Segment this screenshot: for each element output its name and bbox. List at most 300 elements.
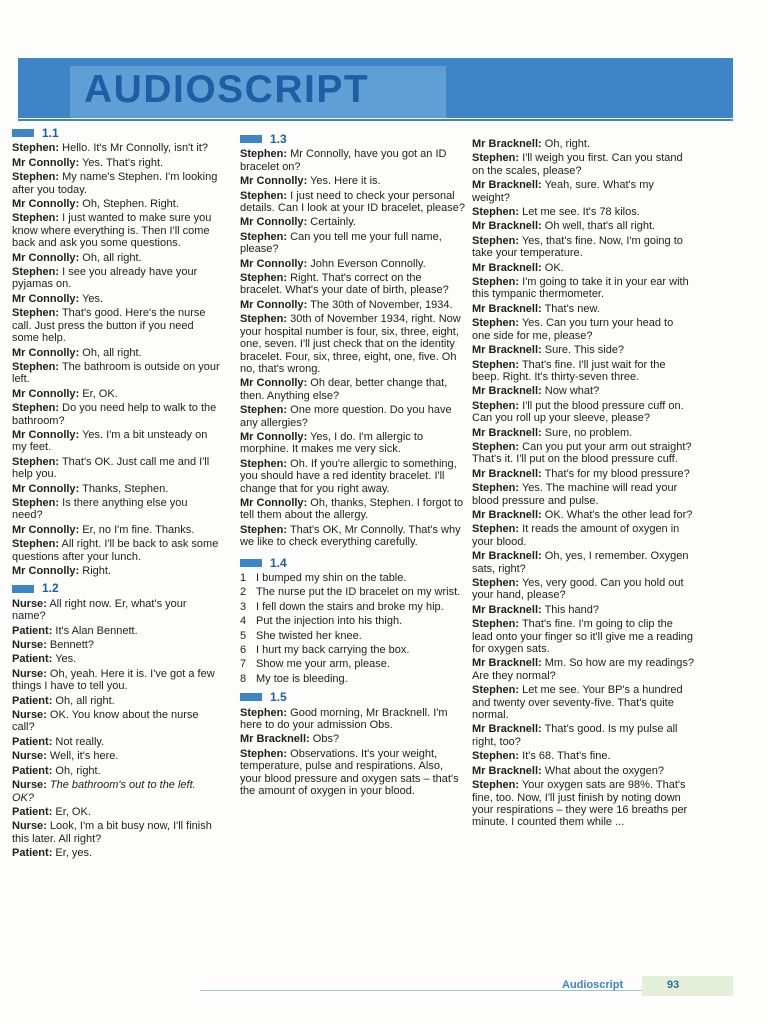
- speaker-name: Mr Connolly :: [240, 431, 307, 443]
- dialogue-text: The 30th of November, 1934.: [310, 298, 453, 311]
- dialogue-text: Right.: [82, 565, 112, 577]
- dialogue-text: Oh, yes, I remember. Oxygen sats, right?: [472, 550, 689, 575]
- speaker-name: Patient :: [12, 653, 52, 665]
- header-rule: [18, 119, 733, 121]
- item-number: 7: [240, 658, 247, 671]
- dialogue-line: [12, 625, 220, 637]
- speaker-name: Mr Bracknell :: [472, 427, 542, 439]
- speaker-name: Mr Connolly :: [12, 524, 79, 536]
- speaker-name: Stephen :: [240, 148, 287, 160]
- speaker-name: Nurse :: [12, 820, 47, 832]
- dialogue-text: That's new.: [544, 302, 600, 315]
- dialogue-text: Right. That's correct on the bracelet. What's your date of birth, please?: [240, 272, 449, 297]
- dialogue-line: [240, 707, 466, 732]
- page-number: 93: [667, 979, 680, 991]
- speaker-name: Stephen :: [472, 577, 519, 589]
- speaker-name: Nurse :: [12, 598, 47, 610]
- dialogue-text: Not really.: [55, 735, 105, 748]
- section-number: 1.2: [42, 581, 59, 596]
- speaker-name: Stephen :: [240, 748, 287, 760]
- dialogue-line: [12, 252, 220, 264]
- speaker-name: Stephen :: [472, 317, 519, 329]
- speaker-name: Mr Bracknell :: [240, 733, 310, 745]
- dialogue-text: Er, OK.: [82, 387, 118, 400]
- speaker-name: Mr Bracknell :: [472, 344, 542, 356]
- dialogue-line: [472, 359, 694, 384]
- dialogue-line: [12, 779, 220, 804]
- dialogue-text: Let me see. Your BP's a hundred and twenty over seventy-five. That's quite normal.: [472, 684, 683, 722]
- dialogue-text: That's good. Here's the nurse call. Just press the button if you need some help.: [12, 307, 206, 345]
- dialogue-text: That's fine. I'll just wait for the beep. Right. It's thirty-seven three.: [472, 358, 666, 383]
- dialogue-line: [240, 313, 466, 375]
- section-heading-1-3: [240, 133, 466, 145]
- dialogue-text: Yes.: [82, 292, 104, 305]
- speaker-name: Stephen :: [240, 190, 287, 202]
- speaker-name: Patient :: [12, 625, 52, 637]
- speaker-name: Mr Connolly :: [12, 483, 79, 495]
- dialogue-text: Look, I'm a bit busy now, I'll finish this later. All right?: [12, 820, 212, 845]
- dialogue-line: [240, 175, 466, 187]
- dialogue-line: [12, 361, 220, 386]
- dialogue-line: [12, 266, 220, 291]
- item-number: 8: [240, 672, 247, 685]
- dialogue-line: [240, 231, 466, 256]
- list-item: [240, 615, 466, 627]
- dialogue-1-2: [12, 598, 220, 860]
- dialogue-line: [12, 639, 220, 651]
- speaker-name: Mr Connolly :: [12, 252, 79, 264]
- dialogue-text: My name's Stephen. I'm looking after you today.: [12, 171, 218, 196]
- dialogue-line: [12, 171, 220, 196]
- dialogue-text: Is there anything else you need?: [12, 496, 188, 522]
- dialogue-line: [240, 524, 466, 549]
- speaker-name: Stephen :: [472, 206, 519, 218]
- speaker-name: Stephen :: [12, 402, 59, 414]
- dialogue-line: [12, 483, 220, 495]
- dialogue-text: Oh, Stephen. Right.: [82, 198, 179, 211]
- speaker-name: Mr Bracknell :: [472, 303, 542, 315]
- item-text: I fell down the stairs and broke my hip.: [256, 600, 444, 613]
- dialogue-line: [12, 307, 220, 344]
- dialogue-text: Sure, no problem.: [544, 426, 633, 439]
- dialogue-text: That's fine. I'm going to clip the lead onto your finger so it'll give me a reading for oxygen sats.: [472, 618, 694, 656]
- dialogue-line: [472, 550, 694, 575]
- dialogue-text: Obs?: [312, 733, 340, 746]
- dialogue-line: [472, 657, 694, 682]
- dialogue-text: Yes. The machine will read your blood pressure and pulse.: [472, 482, 678, 507]
- dialogue-line: [12, 456, 220, 481]
- dialogue-text: Oh, all right.: [82, 346, 142, 359]
- dialogue-line: [472, 317, 694, 342]
- dialogue-line: [472, 523, 694, 548]
- dialogue-line: [240, 497, 466, 522]
- speaker-name: Stephen :: [240, 404, 287, 416]
- item-number: 6: [240, 644, 247, 657]
- speaker-name: Mr Connolly :: [12, 198, 79, 210]
- item-text: Put the injection into his thigh.: [256, 615, 403, 628]
- dialogue-1-5-continued: [472, 138, 694, 829]
- dialogue-line: [12, 497, 220, 522]
- header-banner: [18, 58, 733, 118]
- dialogue-text: Do you need help to walk to the bathroom?: [12, 402, 217, 427]
- dialogue-text: I'll put the blood pressure cuff on. Can you roll up your sleeve, please?: [472, 399, 684, 425]
- speaker-name: Mr Connolly :: [240, 175, 307, 187]
- dialogue-text: Er, yes.: [55, 847, 93, 860]
- section-marker: [12, 585, 34, 593]
- speaker-name: Mr Connolly :: [240, 377, 307, 389]
- dialogue-line: [12, 820, 220, 845]
- speaker-name: Patient :: [12, 806, 52, 818]
- dialogue-line: [472, 262, 694, 274]
- speaker-name: Nurse :: [12, 779, 47, 791]
- dialogue-text: OK. You know about the nurse call?: [12, 709, 199, 734]
- dialogue-line: [472, 618, 694, 655]
- section-heading-1-2: [12, 582, 220, 594]
- dialogue-text: OK.: [544, 261, 564, 274]
- dialogue-text: Can you put your arm out straight? That's it. I'll put on the blood pressure cuff.: [472, 440, 692, 466]
- dialogue-text: That's OK. Just call me and I'll help you.: [12, 455, 210, 481]
- dialogue-text: Yes.: [55, 653, 77, 666]
- dialogue-line: [472, 303, 694, 315]
- dialogue-1-1: [12, 142, 220, 577]
- dialogue-line: [472, 441, 694, 466]
- dialogue-line: [240, 258, 466, 270]
- dialogue-line: [472, 344, 694, 356]
- section-number: 1.5: [270, 690, 287, 705]
- dialogue-line: [472, 577, 694, 602]
- dialogue-text: The bathroom's out to the left. OK?: [12, 779, 196, 804]
- dialogue-text: Mr Connolly, have you got an ID bracelet on?: [240, 148, 447, 173]
- section-marker: [240, 135, 262, 143]
- section-marker: [12, 129, 34, 137]
- speaker-name: Mr Bracknell :: [472, 220, 542, 232]
- item-text: The nurse put the ID bracelet on my wrist.: [256, 586, 461, 599]
- dialogue-line: [12, 538, 220, 563]
- dialogue-line: [240, 190, 466, 215]
- dialogue-line: [12, 429, 220, 454]
- sentence-list-1-4: [240, 572, 466, 685]
- dialogue-line: [12, 142, 220, 154]
- speaker-name: Mr Bracknell :: [472, 385, 542, 397]
- speaker-name: Stephen :: [12, 497, 59, 509]
- speaker-name: Mr Connolly :: [12, 157, 79, 169]
- speaker-name: Stephen :: [472, 750, 519, 762]
- speaker-name: Patient :: [12, 736, 52, 748]
- dialogue-line: [472, 385, 694, 397]
- list-item: [240, 673, 466, 685]
- dialogue-line: [472, 152, 694, 177]
- section-number: 1.3: [270, 132, 287, 146]
- speaker-name: Nurse :: [12, 639, 47, 651]
- dialogue-text: I'll weigh you first. Can you stand on the scales, please?: [472, 152, 683, 177]
- dialogue-text: Bennett?: [49, 639, 94, 652]
- footer-label: Audioscript: [562, 979, 624, 991]
- item-number: 4: [240, 615, 247, 628]
- speaker-name: Mr Bracknell :: [472, 550, 542, 562]
- column-left: [12, 126, 220, 862]
- speaker-name: Mr Bracknell :: [472, 657, 542, 669]
- dialogue-text: Oh, right.: [55, 764, 101, 777]
- speaker-name: Stephen :: [472, 235, 519, 247]
- speaker-name: Stephen :: [472, 400, 519, 412]
- dialogue-text: I just need to check your personal details. Can I look at your ID bracelet, please?: [240, 189, 466, 215]
- dialogue-text: Well, it's here.: [49, 750, 119, 763]
- speaker-name: Stephen :: [12, 538, 59, 550]
- dialogue-line: [12, 736, 220, 748]
- list-item: [240, 644, 466, 656]
- item-text: Show me your arm, please.: [256, 658, 390, 671]
- dialogue-line: [472, 400, 694, 425]
- dialogue-line: [472, 206, 694, 218]
- dialogue-text: That's good. Is my pulse all right, too?: [472, 723, 678, 748]
- speaker-name: Mr Connolly :: [12, 565, 79, 577]
- dialogue-text: Your oxygen sats are 98%. That's fine, too. Now, I'll just finish by noting down your respirations – they were 16 breaths per minute. I counted them while ...: [472, 779, 688, 829]
- dialogue-line: [12, 653, 220, 665]
- speaker-name: Stephen :: [12, 307, 59, 319]
- dialogue-text: Good morning, Mr Bracknell. I'm here to do your admission Obs.: [240, 706, 448, 732]
- dialogue-text: Observations. It's your weight, temperature, pulse and respirations. Also, your blood pressure and oxygen sats – that's the amount of oxygen in your blood.: [240, 747, 459, 798]
- speaker-name: Mr Bracknell :: [472, 468, 542, 480]
- dialogue-text: 30th of November 1934, right. Now your hospital number is four, six, three, eight, one, seven. I'll just check that on the identity bracelet. Four, six, three, eight, one, five. Oh no, that's wrong.: [240, 313, 461, 375]
- dialogue-text: Oh, all right.: [55, 694, 115, 707]
- dialogue-line: [12, 695, 220, 707]
- speaker-name: Stephen :: [472, 523, 519, 535]
- dialogue-line: [12, 402, 220, 427]
- speaker-name: Stephen :: [472, 779, 519, 791]
- item-text: My toe is bleeding.: [256, 672, 348, 685]
- speaker-name: Mr Connolly :: [12, 347, 79, 359]
- dialogue-text: One more question. Do you have any allergies?: [240, 404, 452, 429]
- dialogue-text: Yeah, sure. What's my weight?: [472, 179, 654, 204]
- section-heading-1-1: [12, 127, 220, 139]
- dialogue-text: Certainly.: [310, 216, 356, 229]
- dialogue-text: I just wanted to make sure you know where everything is. Then I'll come back and ask you some questions.: [12, 212, 212, 250]
- speaker-name: Mr Connolly :: [240, 216, 307, 228]
- speaker-name: Stephen :: [12, 266, 59, 278]
- dialogue-text: Mm. So how are my readings? Are they normal?: [472, 657, 694, 682]
- speaker-name: Mr Bracknell :: [472, 604, 542, 616]
- dialogue-text: Oh, all right.: [82, 251, 142, 264]
- speaker-name: Stephen :: [12, 142, 59, 154]
- dialogue-line: [472, 276, 694, 301]
- item-text: She twisted her knee.: [256, 629, 362, 642]
- dialogue-line: [240, 458, 466, 495]
- dialogue-text: What about the oxygen?: [544, 764, 665, 777]
- dialogue-line: [472, 723, 694, 748]
- speaker-name: Patient :: [12, 695, 52, 707]
- section-marker: [240, 559, 262, 567]
- dialogue-line: [12, 347, 220, 359]
- dialogue-text: John Everson Connolly.: [310, 257, 426, 270]
- dialogue-line: [12, 157, 220, 169]
- list-item: [240, 658, 466, 670]
- dialogue-text: Yes, very good. Can you hold out your hand, please?: [472, 577, 684, 602]
- speaker-name: Mr Connolly :: [12, 293, 79, 305]
- dialogue-text: Oh, right.: [544, 138, 591, 150]
- speaker-name: Stephen :: [240, 272, 287, 284]
- dialogue-text: Yes. I'm a bit unsteady on my feet.: [12, 428, 208, 454]
- speaker-name: Nurse :: [12, 709, 47, 721]
- dialogue-line: [472, 235, 694, 260]
- speaker-name: Stephen :: [472, 684, 519, 696]
- dialogue-line: [12, 198, 220, 210]
- dialogue-text: It reads the amount of oxygen in your blood.: [472, 523, 680, 548]
- dialogue-text: That's for my blood pressure?: [544, 467, 690, 480]
- dialogue-line: [12, 847, 220, 859]
- column-right: [472, 138, 694, 831]
- section-heading-1-4: [240, 557, 466, 569]
- dialogue-text: Let me see. It's 78 kilos.: [522, 206, 640, 219]
- dialogue-line: [472, 509, 694, 521]
- dialogue-text: OK. What's the other lead for?: [544, 508, 693, 521]
- dialogue-text: Er, no I'm fine. Thanks.: [82, 523, 195, 536]
- dialogue-line: [240, 148, 466, 173]
- dialogue-line: [472, 750, 694, 762]
- dialogue-text: I see you already have your pyjamas on.: [12, 266, 198, 291]
- section-heading-1-5: [240, 691, 466, 703]
- dialogue-line: [240, 216, 466, 228]
- speaker-name: Stephen :: [12, 212, 59, 224]
- dialogue-line: [12, 598, 220, 623]
- speaker-name: Stephen :: [472, 152, 519, 164]
- footer-page-box: [642, 976, 733, 996]
- dialogue-line: [472, 604, 694, 616]
- speaker-name: Nurse :: [12, 750, 47, 762]
- dialogue-line: [472, 482, 694, 507]
- dialogue-1-5: [240, 707, 466, 798]
- dialogue-text: Sure. This side?: [544, 344, 625, 357]
- speaker-name: Mr Connolly :: [240, 258, 307, 270]
- speaker-name: Stephen :: [472, 482, 519, 494]
- item-number: 2: [240, 586, 247, 599]
- dialogue-text: Yes. That's right.: [82, 156, 164, 169]
- dialogue-text: Oh well, that's all right.: [544, 220, 656, 233]
- dialogue-text: Hello. It's Mr Connolly, isn't it?: [62, 142, 208, 155]
- speaker-name: Mr Connolly :: [12, 388, 79, 400]
- speaker-name: Mr Connolly :: [240, 497, 307, 509]
- dialogue-text: It's 68. That's fine.: [522, 750, 611, 763]
- speaker-name: Stephen :: [240, 458, 287, 470]
- dialogue-text: Thanks, Stephen.: [82, 482, 169, 495]
- speaker-name: Mr Bracknell :: [472, 179, 542, 191]
- dialogue-line: [12, 293, 220, 305]
- speaker-name: Mr Bracknell :: [472, 723, 542, 735]
- speaker-name: Patient :: [12, 765, 52, 777]
- item-number: 5: [240, 629, 247, 642]
- dialogue-line: [12, 668, 220, 693]
- section-marker: [240, 693, 262, 701]
- dialogue-text: Oh, yeah. Here it is. I've got a few things I have to tell you.: [12, 667, 215, 693]
- dialogue-line: [240, 733, 466, 745]
- dialogue-text: This hand?: [544, 603, 599, 616]
- speaker-name: Stephen :: [472, 276, 519, 288]
- list-item: [240, 586, 466, 598]
- dialogue-line: [472, 468, 694, 480]
- dialogue-line: [12, 765, 220, 777]
- dialogue-line: [472, 765, 694, 777]
- speaker-name: Mr Bracknell :: [472, 138, 542, 150]
- dialogue-line: [240, 404, 466, 429]
- speaker-name: Stephen :: [240, 707, 287, 719]
- speaker-name: Stephen :: [240, 231, 287, 243]
- dialogue-text: It's Alan Bennett.: [55, 624, 138, 637]
- dialogue-text: The bathroom is outside on your left.: [12, 360, 220, 386]
- dialogue-text: Yes, that's fine. Now, I'm going to take your temperature.: [472, 234, 683, 260]
- dialogue-text: Yes. Here it is.: [310, 175, 381, 188]
- dialogue-text: All right. I'll be back to ask some questions after your lunch.: [12, 538, 219, 563]
- dialogue-text: All right now. Er, what's your name?: [12, 597, 187, 623]
- speaker-name: Stephen :: [240, 524, 287, 536]
- dialogue-line: [472, 427, 694, 439]
- dialogue-text: Oh dear, better change that, then. Anything else?: [240, 377, 448, 402]
- dialogue-line: [472, 179, 694, 204]
- dialogue-line: [472, 138, 694, 150]
- item-text: I bumped my shin on the table.: [256, 572, 407, 584]
- dialogue-text: I'm going to take it in your ear with this tympanic thermometer.: [472, 276, 689, 301]
- dialogue-line: [12, 806, 220, 818]
- speaker-name: Stephen :: [472, 441, 519, 453]
- speaker-name: Stephen :: [240, 313, 287, 325]
- speaker-name: Mr Connolly :: [12, 429, 79, 441]
- dialogue-line: [240, 299, 466, 311]
- dialogue-text: Yes, I do. I'm allergic to morphine. It makes me very sick.: [240, 430, 424, 456]
- dialogue-line: [240, 272, 466, 297]
- dialogue-line: [12, 565, 220, 577]
- speaker-name: Stephen :: [12, 456, 59, 468]
- dialogue-text: That's OK, Mr Connolly. That's why we like to check everything carefully.: [240, 523, 461, 549]
- section-number: 1.4: [270, 555, 287, 570]
- dialogue-line: [240, 748, 466, 798]
- column-middle: [240, 132, 466, 800]
- list-item: [240, 601, 466, 613]
- speaker-name: Stephen :: [12, 361, 59, 373]
- dialogue-text: Er, OK.: [55, 805, 91, 818]
- dialogue-line: [12, 212, 220, 249]
- speaker-name: Mr Bracknell :: [472, 765, 542, 777]
- dialogue-text: Oh. If you're allergic to something, you should have a red identity bracelet. I'll change that for you right away.: [240, 457, 457, 495]
- dialogue-line: [472, 220, 694, 232]
- dialogue-text: Oh, thanks, Stephen. I forgot to tell them about the allergy.: [240, 496, 464, 522]
- dialogue-line: [472, 684, 694, 721]
- speaker-name: Stephen :: [472, 618, 519, 630]
- list-item: [240, 630, 466, 642]
- page-title: AUDIOSCRIPT: [84, 68, 370, 111]
- dialogue-text: Now what?: [544, 385, 600, 398]
- list-item: [240, 572, 466, 584]
- item-number: 3: [240, 600, 247, 613]
- speaker-name: Stephen :: [472, 359, 519, 371]
- dialogue-line: [472, 779, 694, 829]
- speaker-name: Patient :: [12, 847, 52, 859]
- item-text: I hurt my back carrying the box.: [256, 644, 410, 657]
- dialogue-1-3: [240, 148, 466, 548]
- speaker-name: Stephen :: [12, 171, 59, 183]
- dialogue-line: [12, 750, 220, 762]
- dialogue-line: [12, 388, 220, 400]
- dialogue-text: Can you tell me your full name, please?: [240, 230, 442, 256]
- speaker-name: Mr Bracknell :: [472, 262, 542, 274]
- item-number: 1: [240, 572, 247, 584]
- section-number: 1.1: [42, 126, 59, 140]
- speaker-name: Mr Bracknell :: [472, 509, 542, 521]
- dialogue-text: Yes. Can you turn your head to one side for me, please?: [472, 317, 674, 342]
- dialogue-line: [12, 709, 220, 734]
- speaker-name: Mr Connolly :: [240, 299, 307, 311]
- dialogue-line: [12, 524, 220, 536]
- dialogue-line: [240, 431, 466, 456]
- speaker-name: Nurse :: [12, 668, 47, 680]
- dialogue-line: [240, 377, 466, 402]
